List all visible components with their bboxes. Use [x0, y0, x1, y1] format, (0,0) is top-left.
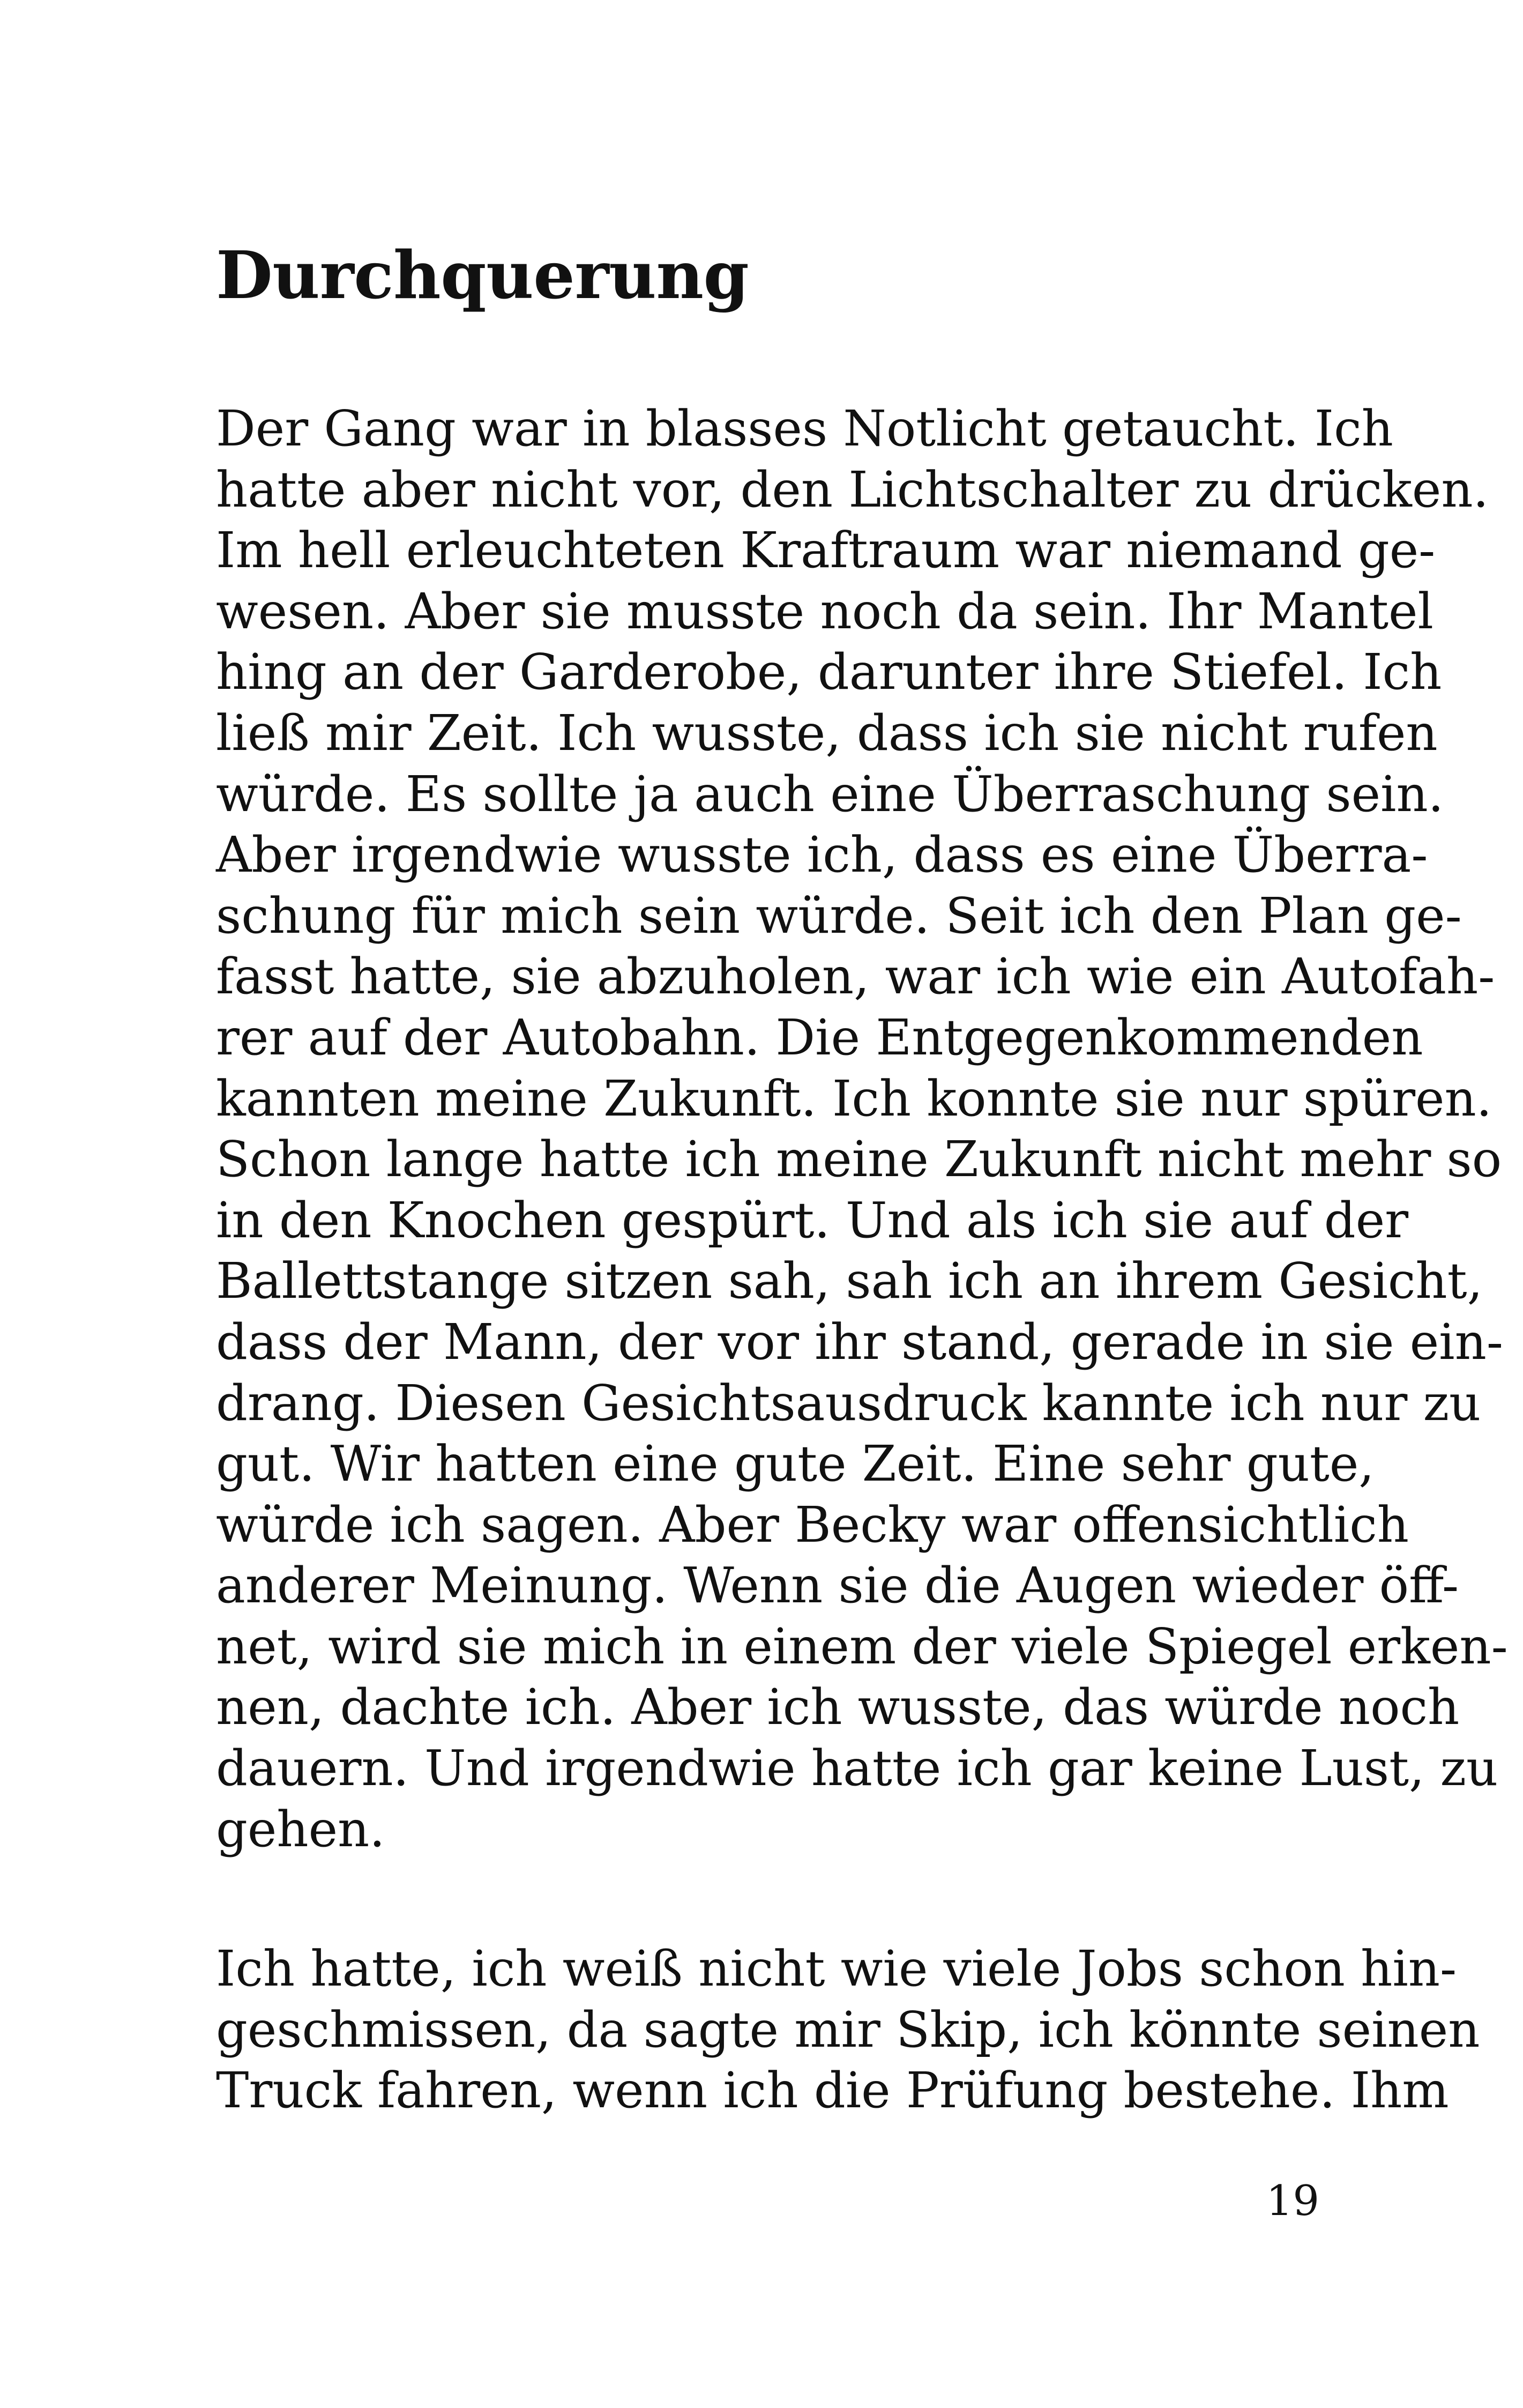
text-line: anderer Meinung. Wenn sie die Augen wieder öff- [216, 1557, 1459, 1615]
text-line: nen, dachte ich. Aber ich wusste, das würde noch [216, 1678, 1460, 1736]
text-line: hatte aber nicht vor, den Lichtschalter zu drücken. [216, 460, 1489, 518]
paragraph [216, 1938, 1480, 2121]
text-line: Ballettstange sitzen sah, sah ich an ihrem Gesicht, [216, 1252, 1483, 1310]
text-line: kannten meine Zukunft. Ich konnte sie nur spüren. [216, 1069, 1492, 1127]
text-line: dauern. Und irgendwie hatte ich gar keine Lust, zu [216, 1740, 1498, 1797]
text-line: würde ich sagen. Aber Becky war offensichtlich [216, 1496, 1409, 1554]
text-line: fasst hatte, sie abzuholen, war ich wie ein Autofah- [216, 948, 1495, 1006]
text-line: geschmissen, da sagte mir Skip, ich könnte seinen [216, 2001, 1480, 2058]
text-line: rer auf der Autobahn. Die Entgegenkommenden [216, 1008, 1423, 1066]
text-line: hing an der Garderobe, darunter ihre Stiefel. Ich [216, 643, 1442, 701]
text-line: gut. Wir hatten eine gute Zeit. Eine sehr gute, [216, 1435, 1375, 1493]
text-line: Ich hatte, ich weiß nicht wie viele Jobs schon hin- [216, 1940, 1457, 1997]
text-line: Im hell erleuchteten Kraftraum war niemand ge- [216, 522, 1436, 579]
text-line: Schon lange hatte ich meine Zukunft nicht mehr so [216, 1131, 1502, 1188]
text-line: schung für mich sein würde. Seit ich den Plan ge- [216, 887, 1462, 945]
text-line: Truck fahren, wenn ich die Prüfung bestehe. Ihm [216, 2062, 1449, 2120]
text-line: dass der Mann, der vor ihr stand, gerade in sie ein- [216, 1313, 1503, 1371]
paragraph [216, 398, 1508, 1860]
text-line: gehen. [216, 1800, 385, 1858]
chapter-title: Durchquerung [216, 236, 749, 314]
text-line: in den Knochen gespürt. Und als ich sie auf der [216, 1191, 1409, 1249]
text-line: net, wird sie mich in einem der viele Spiegel erken- [216, 1617, 1508, 1675]
page-number: 19 [1266, 2177, 1319, 2225]
text-line: wesen. Aber sie musste noch da sein. Ihr Mantel [216, 582, 1434, 640]
text-line: drang. Diesen Gesichtsausdruck kannte ich nur zu [216, 1374, 1481, 1432]
text-line: würde. Es sollte ja auch eine Überraschung sein. [216, 765, 1444, 823]
text-line: Der Gang war in blasses Notlicht getaucht. Ich [216, 400, 1393, 457]
text-line: Aber irgendwie wusste ich, dass es eine Überra- [216, 826, 1428, 884]
text-line: ließ mir Zeit. Ich wusste, dass ich sie nicht rufen [216, 704, 1438, 762]
